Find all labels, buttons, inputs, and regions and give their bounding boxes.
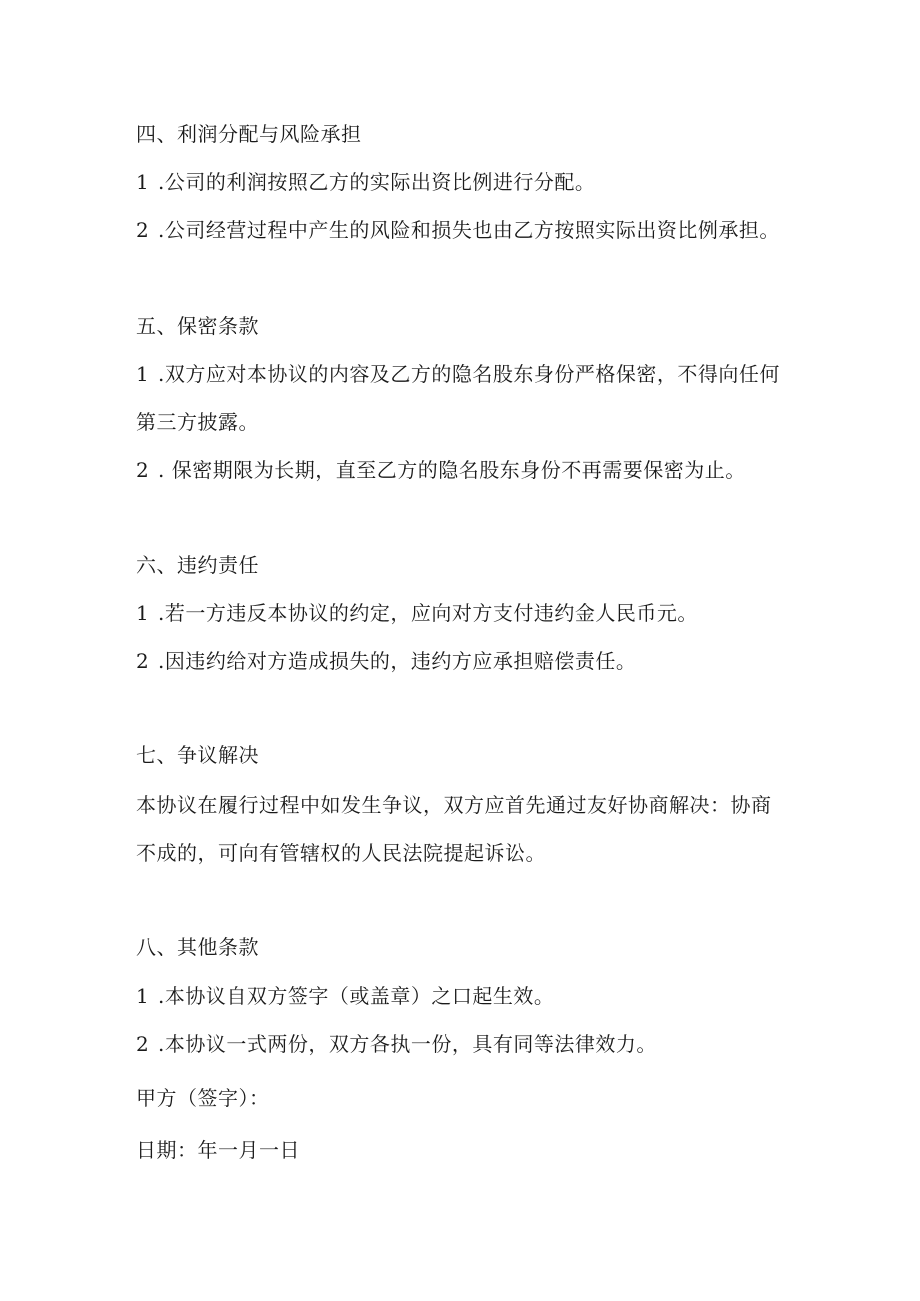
- clause-5-1-continued: 第三方披露。: [136, 410, 259, 434]
- clause-text: .若一方违反本协议的约定，应向对方支付违约金人民币元。: [158, 601, 698, 625]
- clause-4-1: [136, 168, 796, 196]
- clause-6-1: [136, 599, 796, 627]
- clause-8-2: [136, 1030, 796, 1058]
- dispute-paragraph-line-1: 本协议在履行过程中如发生争议，双方应首先通过友好协商解决：协商: [136, 793, 772, 817]
- section-heading-confidentiality: 五、保密条款: [136, 314, 259, 338]
- clause-number: 1: [136, 362, 150, 386]
- clause-number: 1: [136, 984, 150, 1008]
- clause-number: 2: [136, 218, 150, 242]
- clause-4-2: [136, 216, 796, 244]
- section-heading-breach: 六、违约责任: [136, 553, 259, 577]
- clause-text: .本协议一式两份，双方各执一份，具有同等法律效力。: [158, 1032, 657, 1056]
- clause-5-1: [136, 360, 796, 388]
- section-heading-dispute: 七、争议解决: [136, 743, 259, 767]
- clause-text: .因违约给对方造成损失的，违约方应承担赔偿责任。: [158, 649, 637, 673]
- dispute-paragraph-line-2: 不成的，可向有管辖权的人民法院提起诉讼。: [136, 841, 546, 865]
- party-a-signature: 甲方（签字）：: [136, 1086, 270, 1110]
- section-heading-other: 八、其他条款: [136, 935, 259, 959]
- clause-text: . 保密期限为长期，直至乙方的隐名股东身份不再需要保密为止。: [158, 458, 746, 482]
- clause-number: 1: [136, 170, 150, 194]
- clause-text: .双方应对本协议的内容及乙方的隐名股东身份严格保密，不得向任何: [158, 362, 780, 386]
- clause-text: .本协议自双方签字（或盖章）之口起生效。: [158, 984, 555, 1008]
- clause-text: .公司的利润按照乙方的实际出资比例进行分配。: [158, 170, 596, 194]
- section-heading-profit: 四、利润分配与风险承担: [136, 122, 362, 146]
- clause-8-1: [136, 982, 796, 1010]
- clause-number: 2: [136, 1032, 150, 1056]
- clause-text: .公司经营过程中产生的风险和损失也由乙方按照实际出资比例承担。: [158, 218, 780, 242]
- clause-6-2: [136, 647, 796, 675]
- clause-number: 1: [136, 601, 150, 625]
- signature-date: 日期：年一月一日: [136, 1138, 300, 1162]
- clause-5-2: [136, 456, 796, 484]
- clause-number: 2: [136, 458, 150, 482]
- clause-number: 2: [136, 649, 150, 673]
